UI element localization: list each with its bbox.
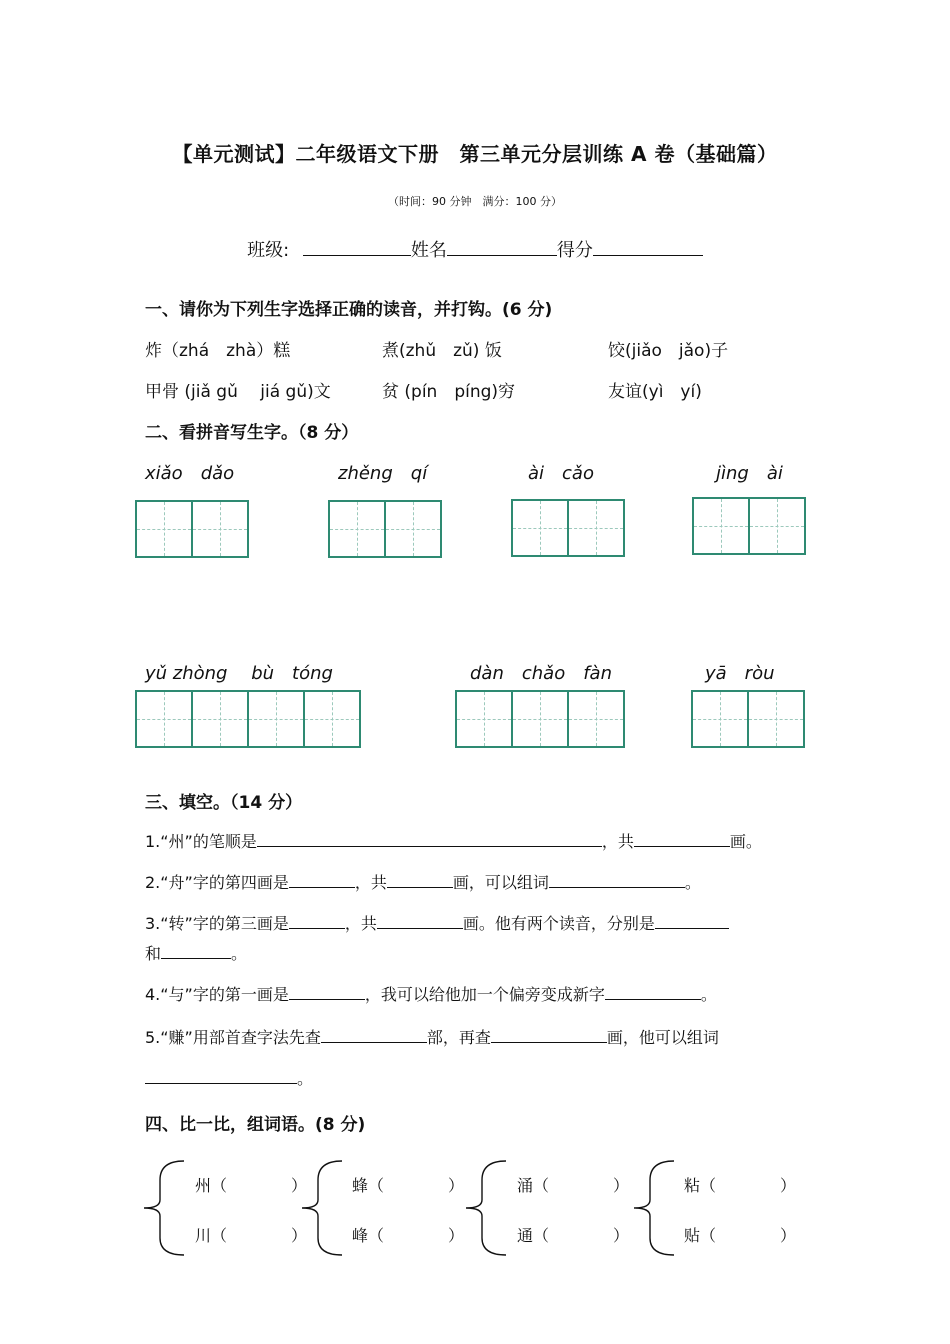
grid-cell[interactable] [513,501,569,555]
question-2 [145,870,701,893]
grid-cell[interactable] [137,692,193,746]
question-5 [145,1025,719,1048]
question-3 [145,911,729,934]
grid-cell[interactable] [513,692,569,746]
question-text: ，共 [354,873,387,892]
brace-icon [462,1158,512,1258]
brace-icon [298,1158,348,1258]
question-text: ，共 [344,914,377,933]
answer-blank[interactable] [145,1067,297,1084]
writing-grid[interactable] [692,497,806,555]
grid-cell[interactable] [249,692,305,746]
grid-cell[interactable] [750,499,804,553]
answer-blank[interactable] [491,1026,607,1043]
grid-cell[interactable] [749,692,803,746]
choice-item[interactable]: 甲骨 (jiǎ gǔ jiá gǔ)文 [145,382,331,402]
answer-blank[interactable] [257,830,602,847]
question-text: 3.“转”字的第三画是 [145,914,289,933]
compare-word[interactable]: 贴（ ） [684,1226,797,1245]
question-text: 。 [700,985,717,1004]
compare-word[interactable]: 涌（ ） [517,1176,630,1195]
choice-item[interactable]: 友谊(yì yí) [608,382,702,402]
grid-cell[interactable] [193,692,249,746]
writing-grid[interactable] [691,690,805,748]
question-text: 。 [684,873,701,892]
grid-cell[interactable] [694,499,750,553]
brace-icon [140,1158,190,1258]
question-text: 画。 [729,832,762,851]
answer-blank[interactable] [377,912,463,929]
question-text: 。 [231,944,248,963]
grid-cell[interactable] [193,502,247,556]
question-text: ，共 [601,832,634,851]
pinyin-prompt: dàn chǎo fàn [470,663,612,684]
writing-grid[interactable] [135,500,249,558]
pinyin-prompt: yǔ zhòng bù tóng [145,663,333,684]
exam-meta: （时间：90 分钟 满分：100 分） [388,195,562,208]
answer-blank[interactable] [289,871,355,888]
answer-blank[interactable] [605,983,701,1000]
grid-cell[interactable] [305,692,359,746]
page-title: 【单元测试】二年级语文下册 第三单元分层训练 A 卷（基础篇） [172,142,778,166]
question-text: 画，他可以组词 [606,1028,719,1047]
question-3-cont [145,941,247,964]
class-label: 班级: [247,240,290,261]
section2-heading: 二、看拼音写生字。（8 分） [145,423,359,443]
answer-blank[interactable] [289,983,365,1000]
question-text: 和 [145,944,162,963]
answer-blank[interactable] [655,912,729,929]
name-label: 姓名 [410,240,447,261]
pinyin-prompt: yā ròu [705,663,775,684]
grid-cell[interactable] [386,502,440,556]
compare-word[interactable]: 峰（ ） [352,1226,465,1245]
compare-word[interactable]: 州（ ） [195,1176,308,1195]
question-text: 。 [297,1069,314,1088]
pinyin-prompt: xiǎo dǎo [145,463,235,484]
section1-heading: 一、请你为下列生字选择正确的读音，并打钩。(6 分) [145,300,553,320]
pinyin-prompt: zhěng qí [338,463,428,484]
grid-cell[interactable] [330,502,386,556]
question-text: 1.“州”的笔顺是 [145,832,257,851]
answer-blank[interactable] [289,912,345,929]
compare-word[interactable]: 川（ ） [195,1226,308,1245]
student-info-line [0,236,950,262]
writing-grid[interactable] [328,500,442,558]
class-field[interactable] [303,237,411,256]
compare-word[interactable]: 通（ ） [517,1226,630,1245]
question-text: 部，再查 [426,1028,491,1047]
choice-item[interactable]: 炸（zhá zhà）糕 [145,341,291,361]
answer-blank[interactable] [549,871,685,888]
grid-cell[interactable] [569,692,623,746]
writing-grid[interactable] [455,690,625,748]
question-5-cont [145,1066,313,1089]
writing-grid[interactable] [135,690,361,748]
name-field[interactable] [447,237,557,256]
choice-item[interactable]: 饺(jiǎo jǎo)子 [608,341,729,361]
compare-word[interactable]: 蜂（ ） [352,1176,465,1195]
question-1 [145,829,762,852]
question-text: 画。他有两个读音，分别是 [462,914,655,933]
question-text: 2.“舟”字的第四画是 [145,873,289,892]
section3-heading: 三、填空。（14 分） [145,793,303,813]
answer-blank[interactable] [161,942,231,959]
choice-item[interactable]: 煮(zhǔ zǔ) 饭 [382,341,502,361]
pinyin-prompt: jìng ài [716,463,783,484]
answer-blank[interactable] [321,1026,427,1043]
score-label: 得分 [556,240,593,261]
grid-cell[interactable] [137,502,193,556]
compare-word[interactable]: 粘（ ） [684,1176,797,1195]
grid-cell[interactable] [457,692,513,746]
question-text: 5.“赚”用部首查字法先查 [145,1028,321,1047]
choice-item[interactable]: 贫 (pín píng)穷 [382,382,516,402]
score-field[interactable] [593,237,703,256]
brace-icon [630,1158,680,1258]
answer-blank[interactable] [387,871,453,888]
writing-grid[interactable] [511,499,625,557]
question-4 [145,982,717,1005]
section4-heading: 四、比一比，组词语。(8 分) [145,1115,366,1135]
question-text: 4.“与”字的第一画是 [145,985,289,1004]
answer-blank[interactable] [634,830,730,847]
pinyin-prompt: ài cǎo [528,463,594,484]
question-text: ，我可以给他加一个偏旁变成新字 [364,985,605,1004]
grid-cell[interactable] [693,692,749,746]
grid-cell[interactable] [569,501,623,555]
question-text: 画，可以组词 [452,873,549,892]
